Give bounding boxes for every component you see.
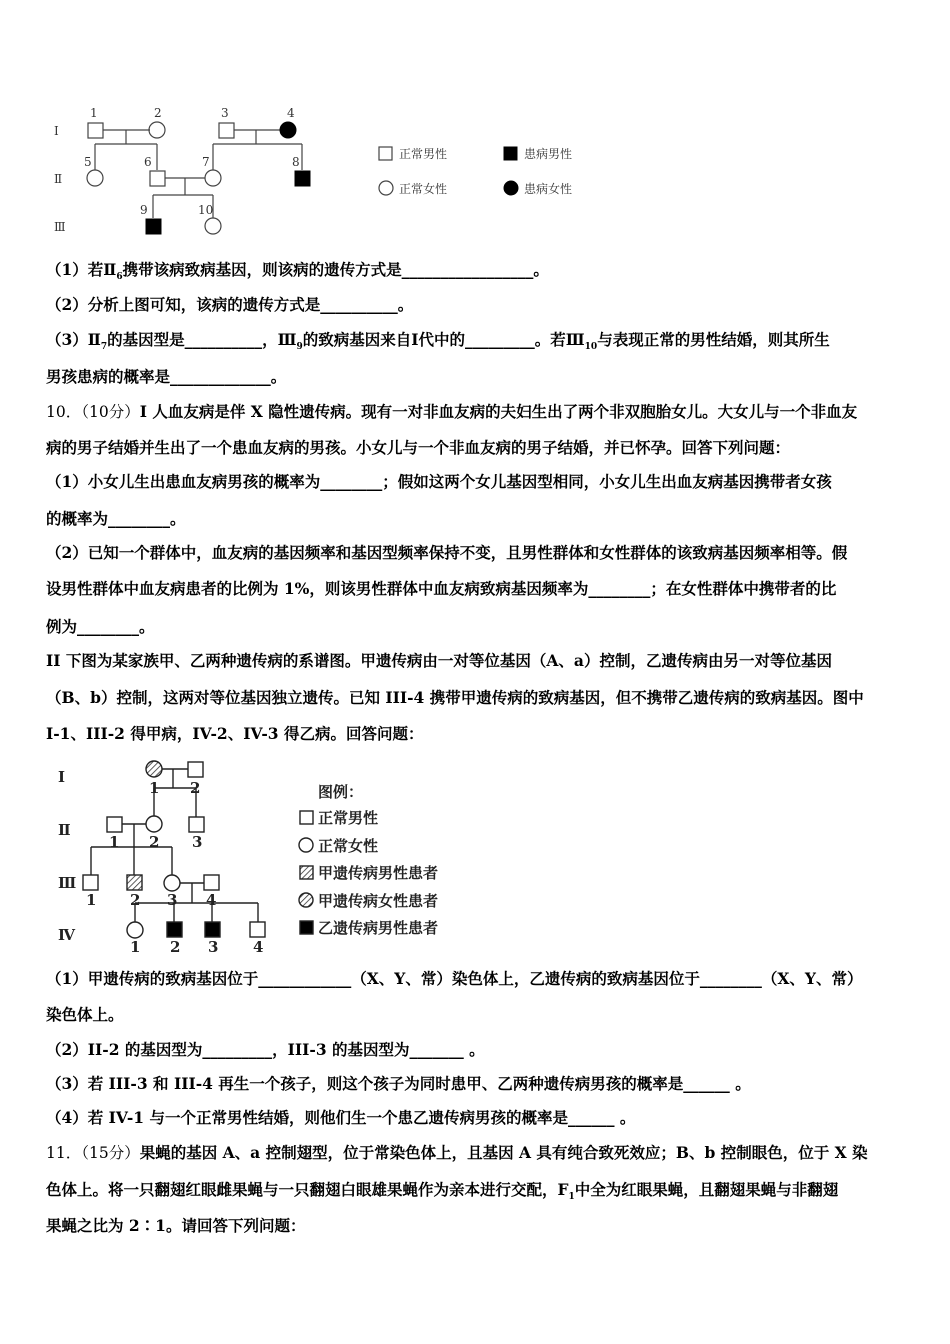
- ped1-gen-II: Ⅱ: [54, 172, 63, 186]
- ped2-num: 1: [109, 833, 120, 851]
- q11-line2: [46, 1180, 916, 1207]
- pedigree-chart-2: [46, 755, 486, 960]
- legend-normal-female: 正常女性: [399, 182, 448, 196]
- q11-number: 11．: [46, 1144, 82, 1162]
- ped1-num: 9: [140, 203, 148, 217]
- subscript: 9: [296, 342, 303, 353]
- q9-part3-d: 与表现正常的男性结婚，则其所生: [597, 330, 830, 349]
- q11-text: 果蝇的基因 A、a 控制翅型，位于常染色体上，且基因 A 具有纯合致死效应；B、b 控制眼色，位于 X 染: [139, 1143, 868, 1162]
- ped1-num: 6: [144, 155, 152, 169]
- q9-part1-a: （1）若Ⅱ: [46, 260, 117, 279]
- ped1-II-8-affected-male: [295, 171, 310, 186]
- ped2-num: 2: [170, 938, 181, 956]
- q10b-part1-cont: 染色体上。: [46, 1005, 124, 1024]
- subscript: 6: [116, 272, 123, 283]
- legend-affected-female: 患病女性: [524, 182, 573, 196]
- ped1-num: 8: [292, 155, 300, 169]
- legend2-male-a-icon: [300, 866, 313, 879]
- q11-line2-a: 色体上。将一只翻翅红眼雌果蝇与一只翻翅白眼雄果蝇作为亲本进行交配，F: [46, 1180, 569, 1199]
- ped2-num: 1: [130, 938, 141, 956]
- ped1-num: 2: [154, 106, 162, 120]
- q10-line8: II 下图为某家族甲、乙两种遗传病的系谱图。甲遗传病由一对等位基因（A、a）控制，乙遗传病由另一对等位基因: [46, 651, 832, 670]
- legend2-normal-female-icon: [299, 838, 313, 852]
- q10-number: 10．: [46, 403, 82, 421]
- ped2-I-1-affected-female-a: [146, 761, 162, 777]
- q10-line2: 病的男子结婚并生出了一个患血友病的男孩。小女儿与一个非血友病的男子结婚，并已怀孕。回答下列问题：: [46, 438, 791, 457]
- q10b-part1: （1）甲遗传病的致病基因位于____________（X、Y、常）染色体上，乙遗传病的致病基因位于________（X、Y、常）: [46, 969, 863, 988]
- q10-line4: 的概率为________。: [46, 509, 186, 528]
- ped2-gen-I: Ⅰ: [58, 768, 66, 786]
- ped2-num: 2: [149, 833, 160, 851]
- q11-score: （15分）: [81, 1144, 140, 1162]
- ped2-IV-2-affected-male-b: [167, 922, 182, 937]
- legend-normal-male: 正常男性: [399, 147, 448, 161]
- ped2-II-3-male: [189, 817, 204, 832]
- ped2-num: 3: [208, 938, 219, 956]
- q9-part3-cont: 男孩患病的概率是_____________。: [46, 367, 287, 386]
- q9-part3-b: 的基因型是__________，Ⅲ: [107, 330, 297, 349]
- ped1-gen-I: Ⅰ: [54, 124, 59, 138]
- ped2-num: 1: [149, 779, 160, 797]
- ped1-II-7-female: [205, 170, 221, 186]
- ped1-I-1-male: [88, 123, 103, 138]
- subscript: 1: [568, 1192, 575, 1203]
- ped2-num: 2: [190, 779, 201, 797]
- ped1-num: 5: [84, 155, 92, 169]
- ped2-II-2-female: [146, 816, 162, 832]
- subscript: 10: [584, 342, 598, 353]
- ped1-I-4-affected-female: [280, 122, 296, 138]
- ped2-III-3-female: [164, 875, 180, 891]
- ped1-II-6-male: [150, 171, 165, 186]
- q9-part2: （2）分析上图可知，该病的遗传方式是__________。: [46, 295, 414, 314]
- legend-normal-female-icon: [379, 181, 393, 195]
- ped2-num: 3: [192, 833, 203, 851]
- legend2-female-a-icon: [299, 893, 313, 907]
- q9-part1-b: 携带该病致病基因，则该病的遗传方式是_________________。: [122, 260, 549, 279]
- ped1-III-9-affected-male: [146, 219, 161, 234]
- ped1-num: 10: [198, 203, 214, 217]
- ped2-num: 1: [86, 891, 97, 909]
- ped2-gen-III: Ⅲ: [58, 874, 77, 892]
- q9-part3-c: 的致病基因来自Ⅰ代中的_________。若Ⅲ: [302, 330, 585, 349]
- ped2-num: 2: [130, 891, 141, 909]
- q10-line5: （2）已知一个群体中，血友病的基因频率和基因型频率保持不变，且男性群体和女性群体的该致病基因频率相等。假: [46, 543, 848, 562]
- q10-line7: 例为________。: [46, 617, 155, 636]
- ped2-IV-4-male: [250, 922, 265, 937]
- ped2-num: 4: [253, 938, 264, 956]
- q9-part3-a: （3）Ⅱ: [46, 330, 101, 349]
- ped2-III-2-affected-male-a: [127, 875, 142, 890]
- q10-intro: [46, 402, 916, 422]
- ped2-III-1-male: [83, 875, 98, 890]
- q10-text: I 人血友病是伴 X 隐性遗传病。现有一对非血友病的夫妇生出了两个非双胞胎女儿。大女儿与一个非血友: [139, 402, 858, 421]
- q10-line3: （1）小女儿生出患血友病男孩的概率为________；假如这两个女儿基因型相同，小女儿生出血友病基因携带者女孩: [46, 472, 832, 491]
- q11-line3: 果蝇之比为 2∶1。请回答下列问题：: [46, 1216, 306, 1235]
- ped2-gen-II: Ⅱ: [58, 821, 71, 839]
- ped2-IV-1-female: [127, 922, 143, 938]
- ped1-II-5-female: [87, 170, 103, 186]
- ped1-num: 7: [202, 155, 210, 169]
- q10-line9: （B、b）控制，这两对等位基因独立遗传。已知 III-4 携带甲遗传病的致病基因，但不携带乙遗传病的致病基因。图中: [46, 688, 864, 707]
- legend2-normal-male-icon: [300, 811, 313, 824]
- legend-affected-female-icon: [504, 181, 518, 195]
- q10b-part3: （3）若 III-3 和 III-4 再生一个孩子，则这个孩子为同时患甲、乙两种遗传病男孩的概率是______ 。: [46, 1074, 751, 1093]
- ped1-num: 4: [287, 106, 295, 120]
- ped1-I-2-female: [149, 122, 165, 138]
- ped1-num: 3: [221, 106, 229, 120]
- q10b-part4: （4）若 IV-1 与一个正常男性结婚，则他们生一个患乙遗传病男孩的概率是______ 。: [46, 1108, 636, 1127]
- pedigree-chart-1: [46, 100, 606, 245]
- legend2-male-b-icon: [300, 921, 313, 934]
- legend2-item: 正常女性: [318, 837, 379, 855]
- ped2-IV-3-affected-male-b: [205, 922, 220, 937]
- legend2-title: 图例：: [318, 783, 364, 801]
- ped2-II-1-male: [107, 817, 122, 832]
- q10b-part2: （2）II-2 的基因型为_________，III-3 的基因型为_______ 。: [46, 1040, 485, 1059]
- ped1-num: 1: [90, 106, 98, 120]
- ped2-I-2-male: [188, 762, 203, 777]
- q9-part1: [46, 260, 916, 287]
- ped2-num: 4: [206, 891, 217, 909]
- ped1-gen-III: Ⅲ: [54, 220, 66, 234]
- q10-line6: 设男性群体中血友病患者的比例为 1%，则该男性群体中血友病致病基因频率为________；在女性群体中携带者的比: [46, 579, 837, 598]
- q11-intro: [46, 1143, 916, 1163]
- ped1-III-10-female: [205, 218, 221, 234]
- q11-line2-b: 中全为红眼果蝇，且翻翅果蝇与非翻翅: [574, 1180, 839, 1199]
- ped1-I-3-male: [219, 123, 234, 138]
- ped2-gen-IV: Ⅳ: [58, 926, 76, 944]
- ped2-III-4-male: [204, 875, 219, 890]
- q9-part3: [46, 330, 916, 357]
- q10-line10: I-1、III-2 得甲病，IV-2、IV-3 得乙病。回答问题：: [46, 724, 424, 743]
- legend2-item: 乙遗传病男性患者: [318, 919, 439, 937]
- subscript: 7: [100, 342, 108, 353]
- ped2-num: 3: [167, 891, 178, 909]
- legend2-item: 甲遗传病女性患者: [318, 892, 439, 910]
- legend2-item: 甲遗传病男性患者: [318, 864, 439, 882]
- legend2-item: 正常男性: [318, 809, 379, 827]
- legend-normal-male-icon: [379, 147, 392, 160]
- legend-affected-male: 患病男性: [524, 147, 573, 161]
- q10-score: （10分）: [81, 403, 140, 421]
- legend-affected-male-icon: [504, 147, 517, 160]
